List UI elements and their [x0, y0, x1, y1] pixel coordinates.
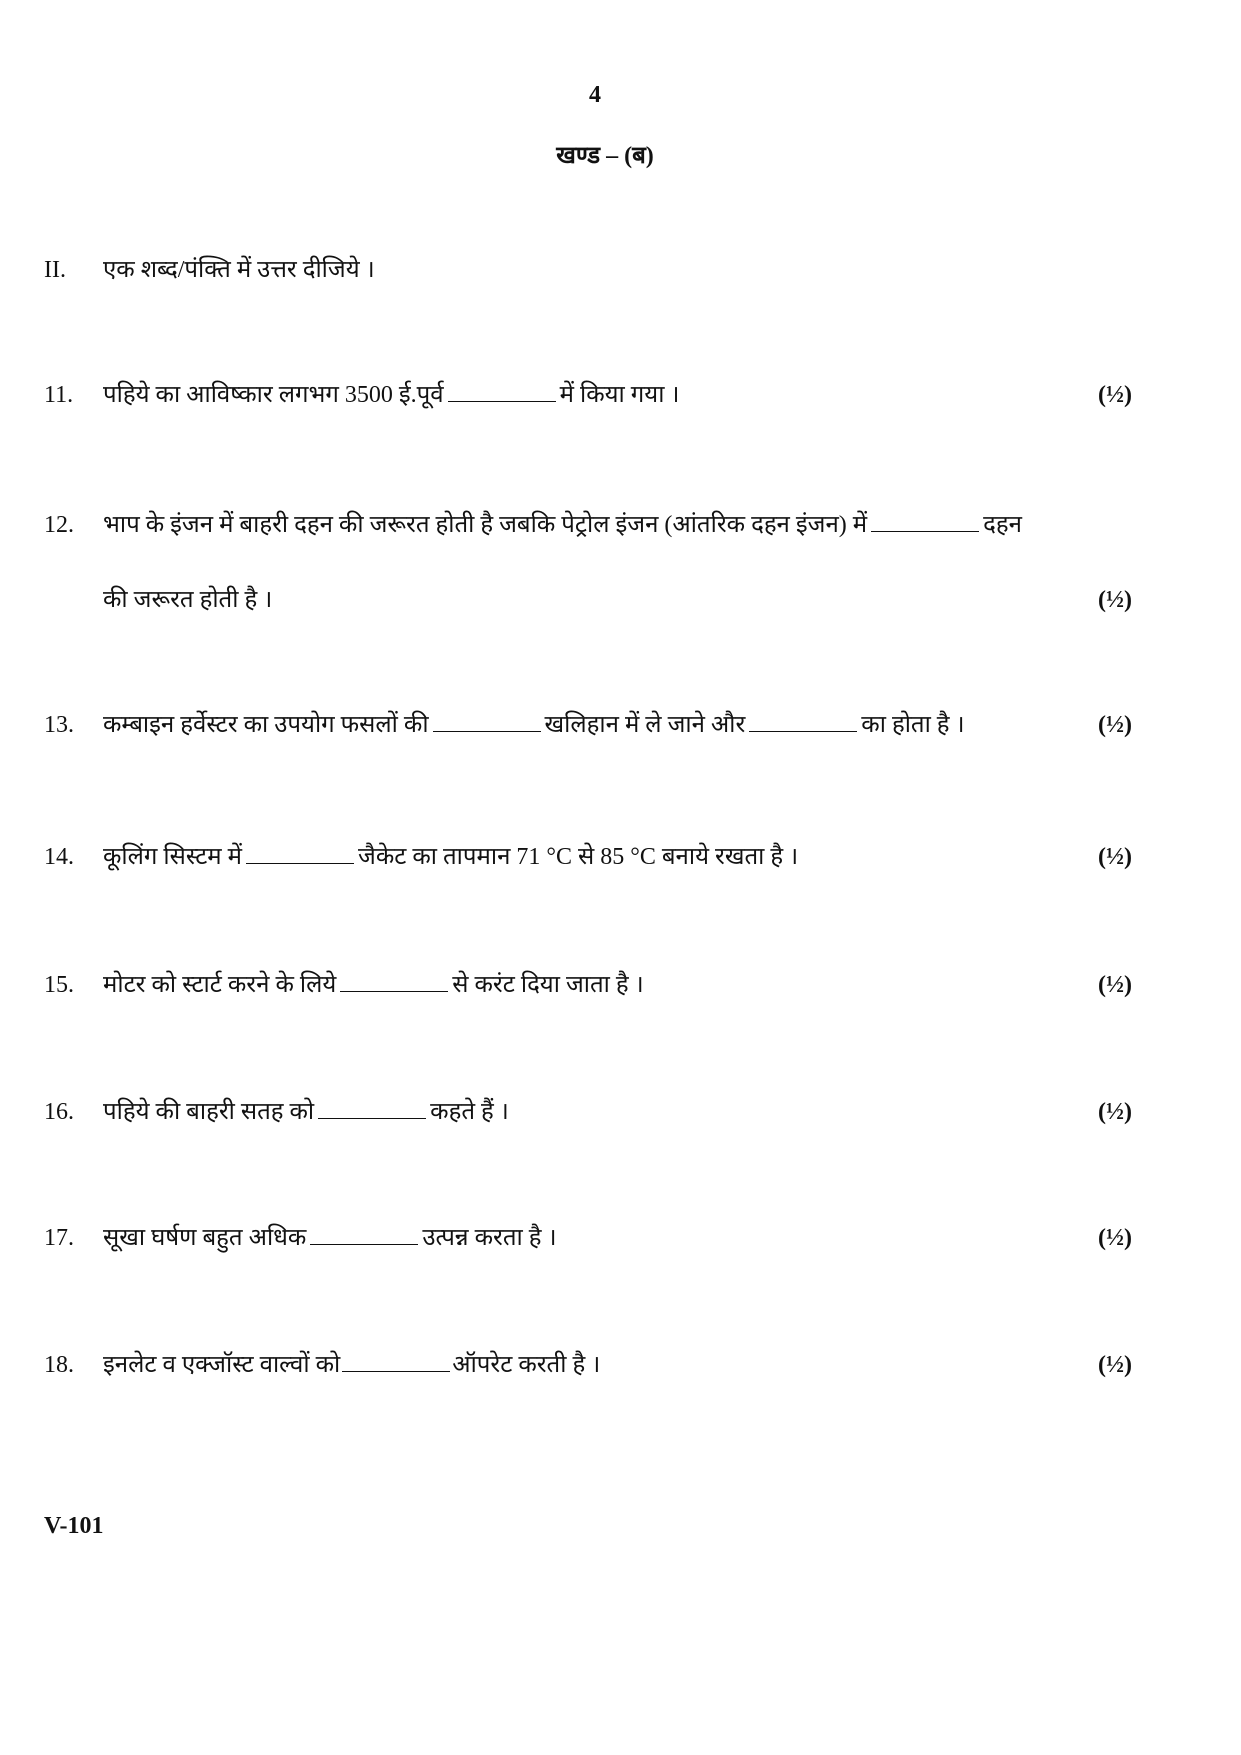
question-text [103, 842, 798, 872]
paper-code: V-101 [44, 1513, 104, 1539]
question-text-part: कूलिंग सिस्टम में [103, 844, 243, 870]
question-number: 11. [44, 382, 74, 408]
answer-blank[interactable] [433, 711, 541, 732]
answer-blank[interactable] [448, 381, 556, 402]
question-number: 16. [44, 1099, 74, 1125]
answer-blank[interactable] [340, 971, 448, 992]
question-text-part: मोटर को स्टार्ट करने के लिये [103, 972, 337, 998]
question-number: 12. [44, 512, 74, 538]
question-number: 17. [44, 1225, 74, 1251]
question-text-part: भाप के इंजन में बाहरी दहन की जरूरत होती है जबकि पेट्रोल इंजन (आंतरिक दहन इंजन) में [103, 512, 868, 538]
question-number: 15. [44, 972, 74, 998]
instruction-text: एक शब्द/पंक्ति में उत्तर दीजिये । [103, 257, 375, 283]
question-text [103, 710, 965, 740]
answer-blank[interactable] [871, 511, 979, 532]
question-marks: (½) [1098, 587, 1132, 613]
question-text-part: जैकेट का तापमान 71 °C से 85 °C बनाये रखता है । [358, 844, 799, 870]
question-text [103, 1097, 509, 1127]
question-text-part: दहन [983, 512, 1022, 538]
question-number: 13. [44, 712, 74, 738]
instruction-number: II. [44, 257, 66, 283]
question-text-part: सूखा घर्षण बहुत अधिक [103, 1225, 307, 1251]
question-text-part: इनलेट व एक्जॉस्ट वाल्वों को [103, 1352, 341, 1378]
question-marks: (½) [1098, 972, 1132, 998]
question-text-continuation: की जरूरत होती है । [103, 587, 273, 613]
answer-blank[interactable] [246, 843, 354, 864]
question-text-part: का होता है । [861, 712, 965, 738]
question-text-part: खलिहान में ले जाने और [544, 712, 746, 738]
question-text [103, 1223, 557, 1253]
question-marks: (½) [1098, 1352, 1132, 1378]
page-number: 4 [589, 82, 601, 108]
answer-blank[interactable] [310, 1224, 418, 1245]
question-text [103, 970, 644, 1000]
question-text-part: कम्बाइन हर्वेस्टर का उपयोग फसलों की [103, 712, 429, 738]
question-number: 14. [44, 844, 74, 870]
question-text-part: ऑपरेट करती है । [452, 1352, 601, 1378]
answer-blank[interactable] [318, 1098, 426, 1119]
question-text [103, 380, 680, 410]
question-text-part: पहिये की बाहरी सतह को [103, 1099, 315, 1125]
question-text [103, 1350, 600, 1380]
question-text-part: से करंट दिया जाता है । [452, 972, 644, 998]
question-marks: (½) [1098, 844, 1132, 870]
question-text-part: पहिये का आविष्कार लगभग 3500 ई.पूर्व [103, 382, 444, 408]
question-marks: (½) [1098, 1099, 1132, 1125]
answer-blank[interactable] [342, 1351, 450, 1372]
question-text [103, 510, 1022, 540]
question-marks: (½) [1098, 382, 1132, 408]
question-text-part: उत्पन्न करता है । [422, 1225, 557, 1251]
question-text-part: कहते हैं । [430, 1099, 509, 1125]
answer-blank[interactable] [749, 711, 857, 732]
question-marks: (½) [1098, 712, 1132, 738]
question-marks: (½) [1098, 1225, 1132, 1251]
question-number: 18. [44, 1352, 74, 1378]
section-title: खण्ड – (ब) [556, 143, 654, 169]
question-text-part: में किया गया । [559, 382, 680, 408]
